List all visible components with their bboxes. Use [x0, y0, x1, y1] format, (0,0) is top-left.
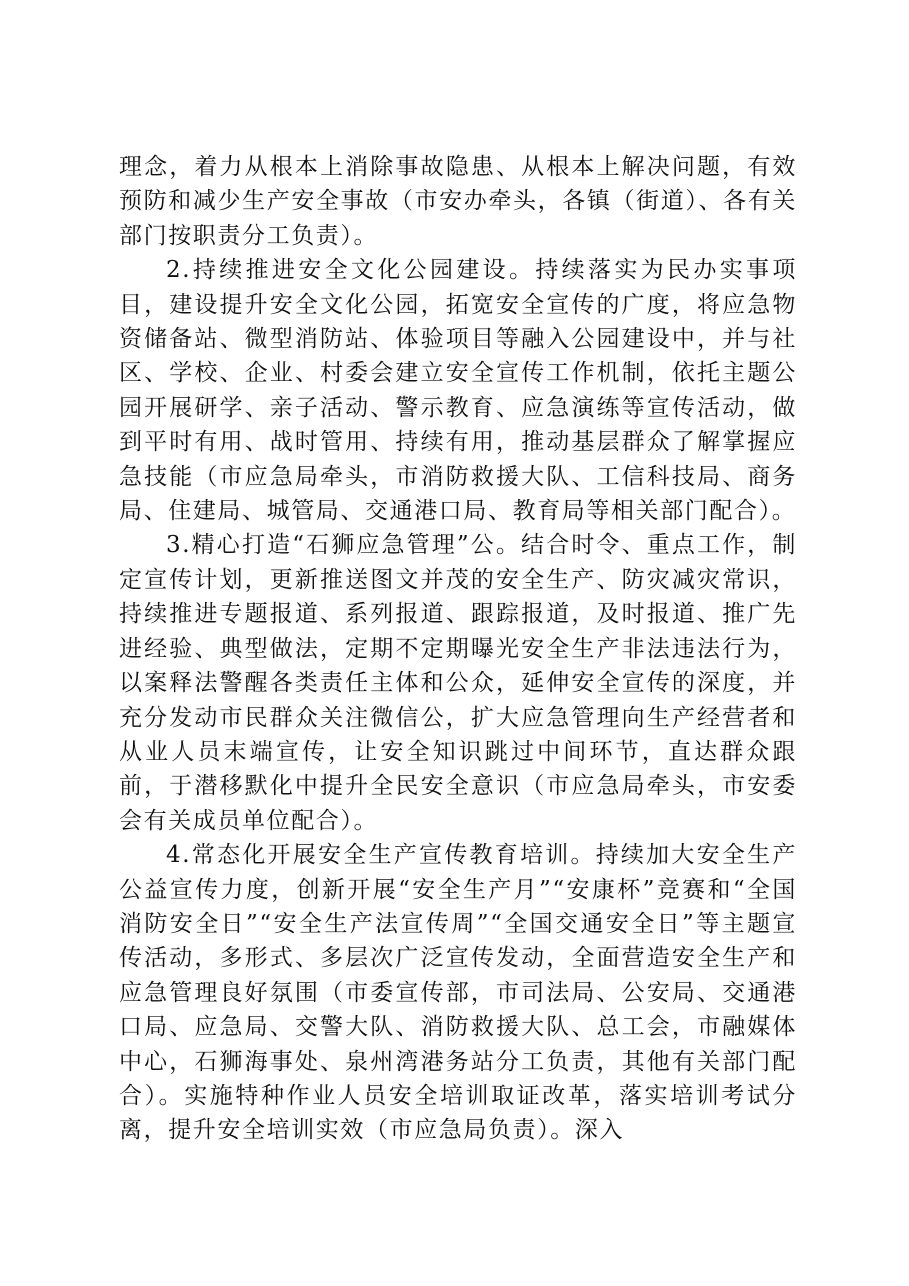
paragraph-continuation: 理念，着力从根本上消除事故隐患、从根本上解决问题，有效预防和减少生产安全事故（市安办牵头，各镇（街道）、各有关部门按职责分工负责）。 — [119, 154, 797, 249]
paragraph-safety-training: 4.常态化开展安全生产宣传教育培训。持续加大安全生产公益宣传力度，创新开展“安全生产月”“安康杯”竞赛和“全国消防安全日”“安全生产法宣传周”“全国交通安全日”等主题宣传活动，多形式、多层次广泛宣传发动，全面营造安全生产和应急管理良好氛围（市委宣传部，市司法局、公安局、交通港口局、应急局、交警大队、消防救援大队、总工会，市融媒体中心，石狮海事处、泉州湾港务站分工负责，其他有关部门配合）。实施特种作业人员安全培训取证改革，落实培训考试分离，提升安全培训实效（市应急局负责）。深入 — [119, 842, 797, 1144]
paragraph-emergency-management-account: 3.精心打造“石狮应急管理”公。结合时令、重点工作，制定宣传计划，更新推送图文并茂的安全生产、防灾减灾常识，持续推进专题报道、系列报道、跟踪报道，及时报道、推广先进经验、典型做法，定期不定期曝光安全生产非法违法行为，以案释法警醒各类责任主体和公众，延伸安全宣传的深度，并充分发动市民群众关注微信公，扩大应急管理向生产经营者和从业人员末端宣传，让安全知识跳过中间环节，直达群众跟前，于潜移默化中提升全民安全意识（市应急局牵头，市安委会有关成员单位配合）。 — [119, 532, 797, 834]
paragraph-safety-culture-park: 2.持续推进安全文化公园建设。持续落实为民办实事项目，建设提升安全文化公园，拓宽安全宣传的广度，将应急物资储备站、微型消防站、体验项目等融入公园建设中，并与社区、学校、企业、村委会建立安全宣传工作机制，依托主题公园开展研学、亲子活动、警示教育、应急演练等宣传活动，做到平时有用、战时管用、持续有用，推动基层群众了解掌握应急技能（市应急局牵头，市消防救援大队、工信科技局、商务局、住建局、城管局、交通港口局、教育局等相关部门配合）。 — [119, 257, 797, 525]
document-body — [119, 150, 797, 1148]
